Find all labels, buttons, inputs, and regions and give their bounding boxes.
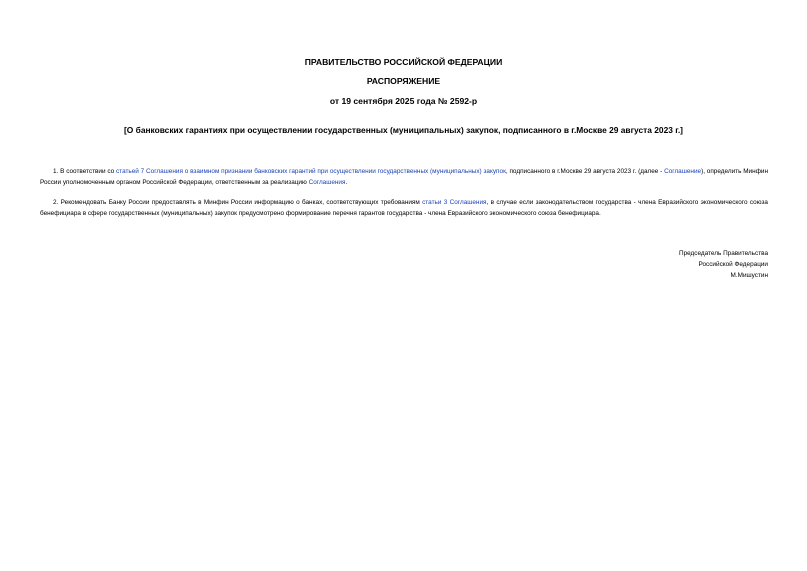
- agreement-link[interactable]: Соглашение: [664, 168, 702, 175]
- document-date: от 19 сентября 2025 года № 2592-р: [329, 96, 478, 106]
- paragraph-1-text-1: 1. В соответствии со: [53, 168, 117, 175]
- document-subject: [О банковских гарантиях при осуществлении государственных (муниципальных) закупок, подписанного в г.Москве 29 августа 2023 г.]: [124, 125, 683, 135]
- signature-block: [679, 248, 768, 281]
- paragraph-1: [40, 166, 768, 188]
- paragraph-2-text-1: 2. Рекомендовать Банку России предоставлять в Минфин России информацию о банках, соответствующих требованиям: [53, 199, 423, 206]
- paragraph-2: [40, 197, 768, 219]
- agreement-implementation-link[interactable]: Соглашения: [308, 179, 346, 186]
- organization-title: ПРАВИТЕЛЬСТВО РОССИЙСКОЙ ФЕДЕРАЦИИ: [304, 57, 503, 67]
- paragraph-1-text-3: ), определить Минфин России уполномоченным органом Российской Федерации, ответственным за реализацию: [40, 168, 768, 186]
- signature-country: Российской Федерации: [698, 261, 768, 268]
- document-type: РАСПОРЯЖЕНИЕ: [366, 76, 441, 86]
- signature-position: Председатель Правительства: [679, 250, 768, 257]
- paragraph-1-text-2: , подписанного в г.Москве 29 августа 2023 г. (далее -: [505, 168, 665, 175]
- paragraph-2-text-2: , в случае если законодательством государства - члена Евразийского экономического союза бенефициара в сфере государственных (муниципальных) закупок предусмотрено формирование перечня гарантов государства - члена Евразийского экономического союза бенефициара.: [40, 199, 768, 217]
- paragraph-1-text-4: .: [345, 179, 348, 186]
- agreement-article-7-link[interactable]: статьей 7 Соглашения о взаимном признании банковских гарантий при осуществлении государственных (муниципальных) закупок: [116, 168, 506, 175]
- agreement-article-3-link[interactable]: статьи 3 Соглашения: [422, 199, 487, 206]
- signature-name: М.Мишустин: [730, 272, 768, 279]
